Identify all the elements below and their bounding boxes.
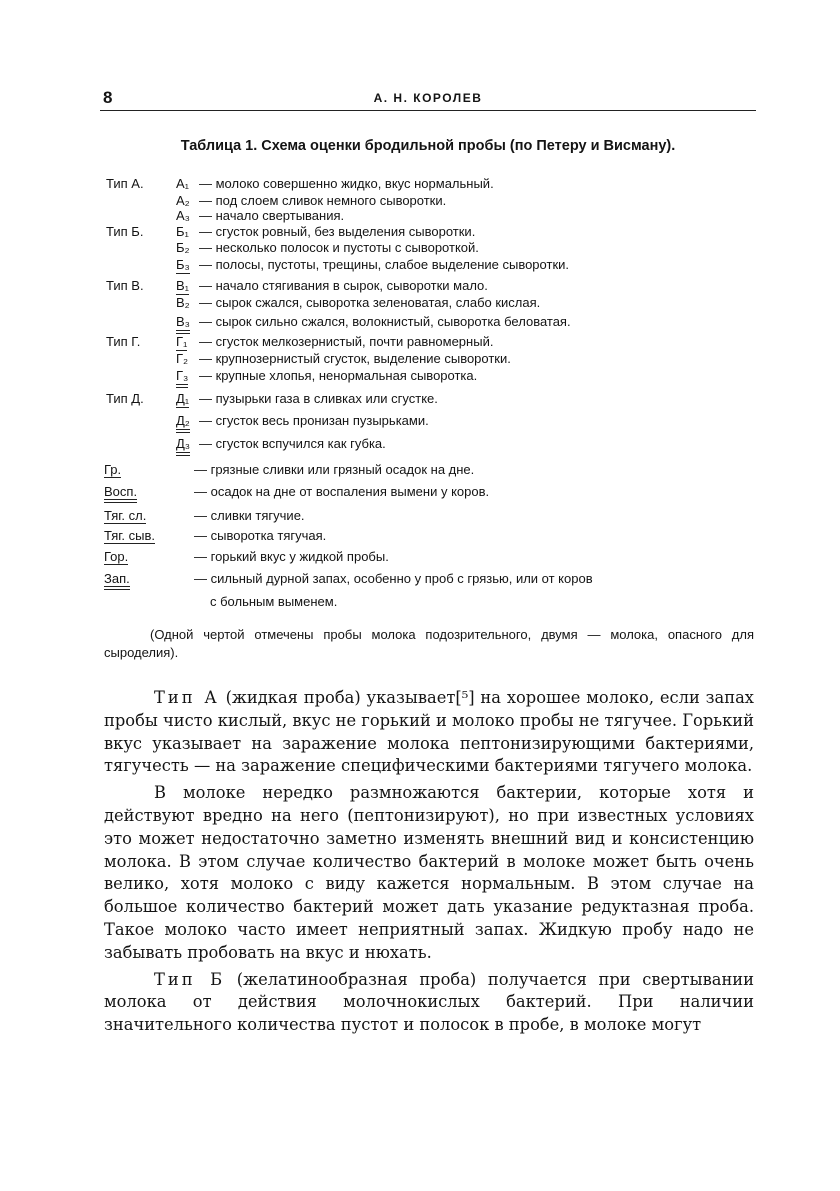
type-a-lead: Тип А (154, 688, 220, 707)
running-author: А. Н. КОРОЛЕВ (373, 91, 483, 105)
body-text (104, 687, 754, 1037)
abbrev-desc: — горький вкус у жидкой пробы. (194, 549, 389, 564)
row-code: Г₁ (176, 334, 188, 349)
table-row (0, 413, 840, 431)
type-b-lead: Тип Б (154, 969, 226, 989)
row-code: Б₁ (176, 224, 189, 239)
abbrev-row (0, 508, 840, 526)
row-code: Б₂ (176, 240, 190, 255)
paragraph (104, 969, 754, 1037)
row-type: Тип Д. (106, 391, 144, 406)
abbrev-code: Тяг. сыв. (104, 528, 155, 543)
abbrev-code: Зап. (104, 571, 130, 590)
row-desc: — под слоем сливок немного сыворотки. (199, 193, 447, 208)
table-row (0, 436, 840, 454)
row-type: Тип Г. (106, 334, 141, 349)
abbrev-code: Гр. (104, 462, 122, 477)
row-desc: — сырок сильно сжался, волокнистый, сыворотка беловатая. (199, 314, 571, 329)
row-code: А₂ (176, 193, 190, 208)
row-desc: — сгусток ровный, без выделения сыворотки. (199, 224, 476, 239)
abbrev-code: Тяг. сл. (104, 508, 147, 523)
abbrev-continuation: с больным выменем. (210, 594, 338, 609)
row-code: Б₃ (176, 257, 190, 272)
row-desc: — сгусток мелкозернистый, почти равномерный. (199, 334, 494, 349)
abbrev-code: Гор. (104, 549, 129, 564)
abbrev-desc: — грязные сливки или грязный осадок на дне. (194, 462, 475, 477)
paragraph-text: (жидкая проба) указывает[⁵] на хорошее молоко, если запах пробы чисто кислый, вкус не горький и молоко пробы не тягучее. Горький вкус указывает на заражение молока пептонизирующими бактериями, тягучесть — на заражение специфическими бактериями тягучего молока. (104, 688, 754, 776)
row-code: Г₂ (176, 351, 189, 366)
row-desc: — полосы, пустоты, трещины, слабое выделение сыворотки. (199, 257, 569, 272)
table-row (0, 368, 840, 386)
row-code: Г₃ (176, 368, 188, 388)
abbrev-desc: — сливки тягучие. (194, 508, 305, 523)
abbrev-row (0, 571, 840, 589)
row-type: Тип Б. (106, 224, 144, 239)
table-row (0, 314, 840, 332)
row-type: Тип А. (106, 176, 144, 191)
row-code: А₃ (176, 208, 190, 223)
abbrev-code: Восп. (104, 484, 137, 503)
abbrev-row (0, 462, 840, 480)
abbrev-row (0, 549, 840, 567)
table-row (0, 257, 840, 275)
abbrev-desc: — осадок на дне от воспаления вымени у коров. (194, 484, 490, 499)
row-desc: — молоко совершенно жидко, вкус нормальный. (199, 176, 494, 191)
paragraph: В молоке нередко размножаются бактерии, которые хотя и действуют вредно на него (пептонизируют), но при известных условиях это может недостаточно заметно изменять внешний вид и консистенцию молока. В этом случае количество бактерий в молоке может быть очень велико, хотя молоко с виду кажется нормальным. В этом случае на большое количество бактерий может дать указание редуктазная проба. Такое молоко часто имеет неприятный запах. Жидкую пробу надо не забывать пробовать на вкус и нюхать. (104, 783, 754, 962)
table-row (0, 295, 840, 313)
table-title: Таблица 1. Схема оценки бродильной пробы (по Петеру и Висману). (180, 138, 676, 154)
row-desc: — сгусток вспучился как губка. (199, 436, 386, 451)
row-desc: — начало свертывания. (199, 208, 345, 223)
row-desc: — несколько полосок и пустоты с сывороткой. (199, 240, 479, 255)
row-desc: — сырок сжался, сыворотка зеленоватая, слабо кислая. (199, 295, 541, 310)
row-type: Тип В. (106, 278, 144, 293)
page-number: 8 (103, 88, 113, 107)
table-row (0, 176, 840, 194)
table-row (0, 351, 840, 369)
paragraph (104, 687, 754, 778)
row-desc: — крупные хлопья, ненормальная сыворотка. (199, 368, 478, 383)
row-code: А₁ (176, 176, 190, 191)
row-code: В₃ (176, 314, 190, 334)
table-row (0, 278, 840, 296)
table-note: (Одной чертой отмечены пробы молока подозрительного, двумя — молока, опасного для сыроделия). (104, 627, 754, 660)
table-row (0, 391, 840, 409)
row-desc: — сгусток весь пронизан пузырьками. (199, 413, 429, 428)
row-code: Д₁ (176, 391, 190, 406)
row-code: В₁ (176, 278, 190, 293)
abbrev-desc: — сыворотка тягучая. (194, 528, 327, 543)
row-desc: — начало стягивания в сырок, сыворотки мало. (199, 278, 488, 293)
row-code: Д₂ (176, 413, 190, 433)
row-code: Д₃ (176, 436, 190, 456)
table-row (0, 334, 840, 352)
table-row (0, 240, 840, 258)
row-code: В₂ (176, 295, 190, 310)
abbrev-row (0, 484, 840, 502)
abbrev-desc: — сильный дурной запах, особенно у проб с грязью, или от коров (194, 571, 593, 586)
row-desc: — крупнозернистый сгусток, выделение сыворотки. (199, 351, 511, 366)
paragraph-text: (желатинообразная проба) получается при свертывании молока от действия молочнокислых бактерий. При наличии значительного количества пустот и полосок в пробе, в молоке могут (104, 969, 754, 1035)
abbrev-row (0, 528, 840, 546)
row-desc: — пузырьки газа в сливках или сгустке. (199, 391, 438, 406)
